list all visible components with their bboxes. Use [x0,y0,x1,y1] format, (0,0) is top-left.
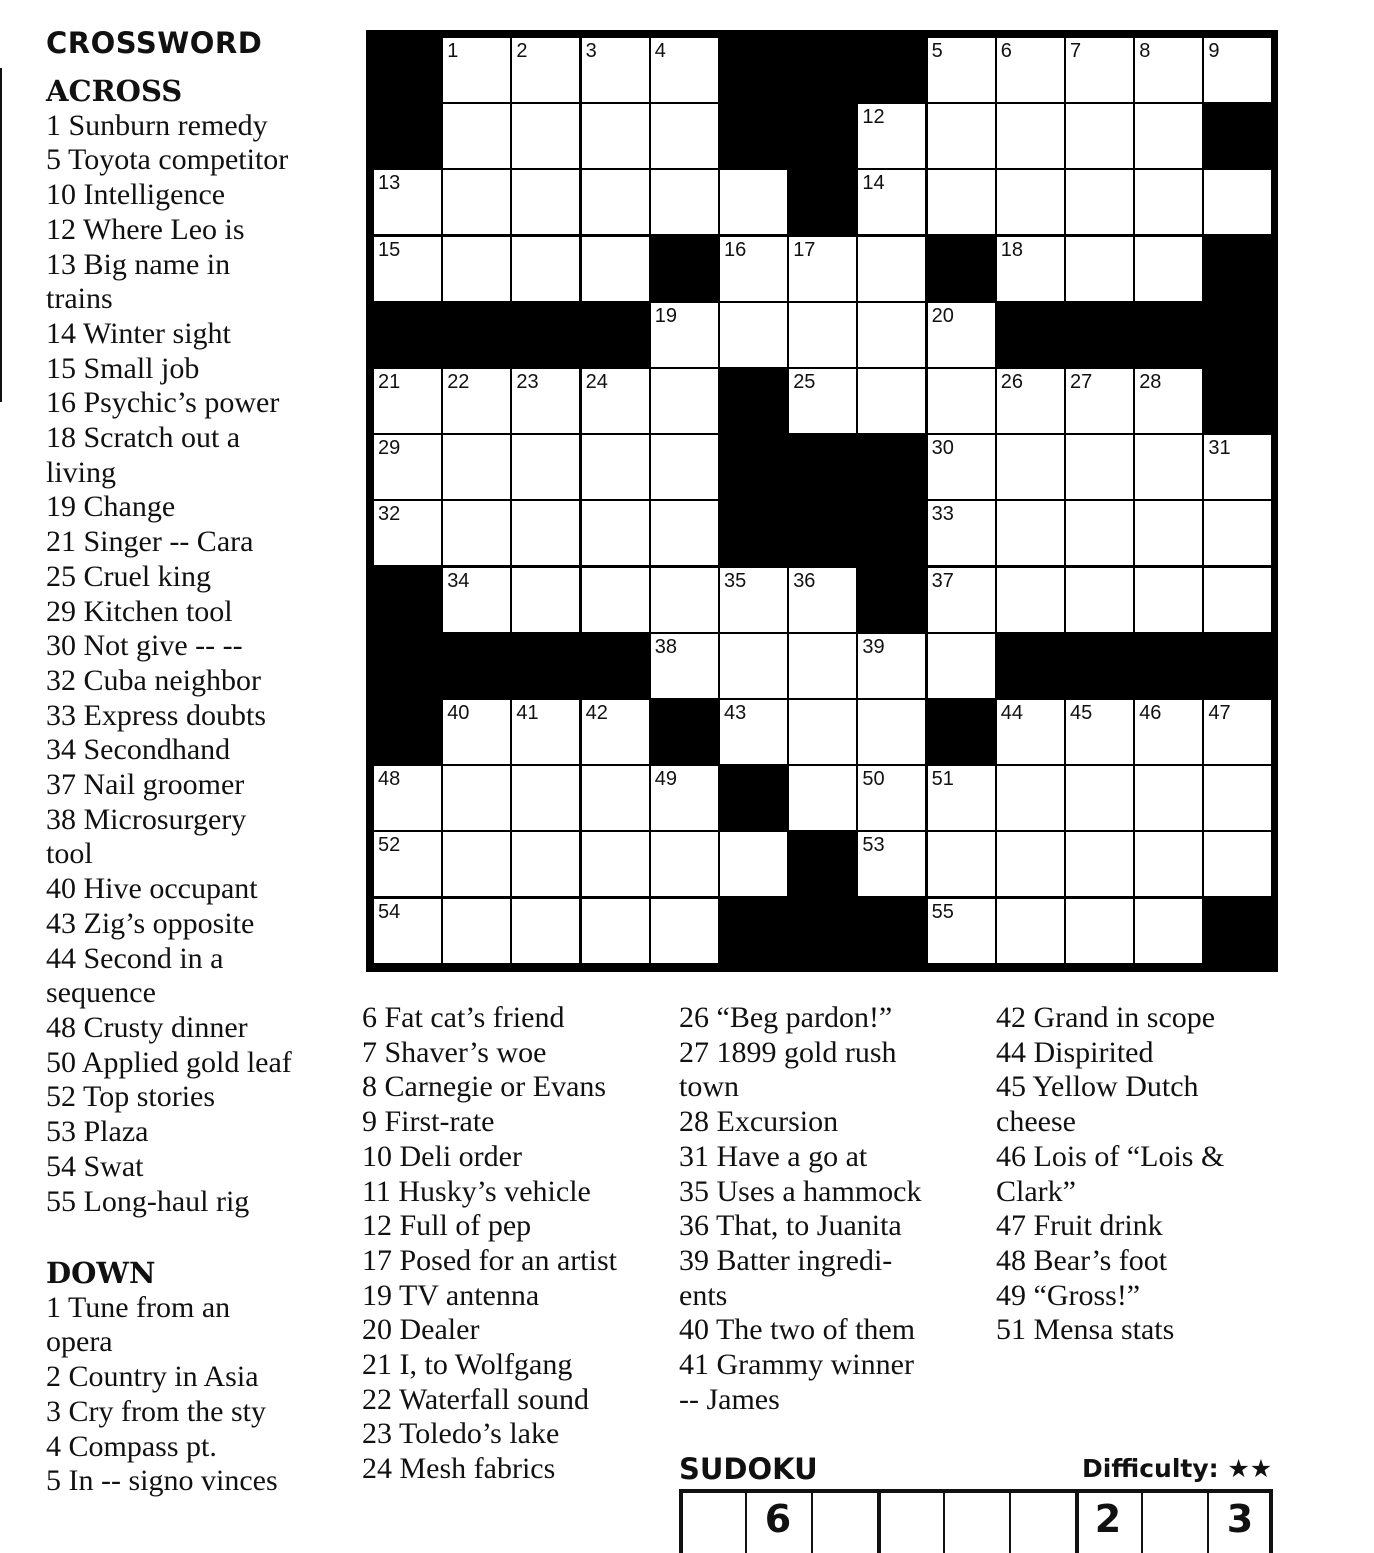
across-clue: 32 Cuba neighbor [46,663,261,697]
cell-number: 12 [862,106,885,129]
across-clue: 1 Sunburn remedy [46,108,268,142]
grid-cell [582,435,649,499]
cell-number: 2 [516,40,528,62]
cell-number: 20 [931,304,954,327]
grid-cell [374,170,441,234]
cell-number: 53 [862,834,885,857]
across-clue: 13 Big name in trains [46,247,231,316]
down-clue: 31 Have a go at [679,1139,868,1173]
across-clue: 54 Swat [46,1149,144,1183]
grid-cell [374,766,441,830]
cell-number: 14 [862,172,885,195]
cell-number: 8 [1139,40,1151,62]
grid-cell [374,435,441,499]
cell-number: 45 [1070,702,1093,724]
grid-cell [997,435,1064,499]
grid-cell [1135,700,1202,764]
grid-cell [512,237,579,301]
grid-cell [1066,369,1133,433]
grid-cell [651,303,718,367]
grid-cell [582,899,649,963]
sudoku-gridline [1009,1493,1011,1553]
grid-cell [789,237,856,301]
grid-cell [443,766,510,830]
sudoku-difficulty: Difficulty: ★★ [1082,1454,1273,1483]
cell-number: 5 [931,40,943,62]
cell-number: 1 [447,40,459,62]
grid-cell [443,899,510,963]
across-clue: 14 Winter sight [46,316,231,350]
down-clues-column-4 [996,1001,1266,1348]
cell-number: 51 [931,768,954,791]
cell-number: 52 [378,834,401,857]
grid-cell [997,899,1064,963]
grid-cell [858,766,925,830]
grid-cell [443,170,510,234]
down-clue: 49 “Gross!” [996,1278,1141,1312]
grid-cell [997,832,1064,896]
grid-cell [443,237,510,301]
grid-cell [1135,237,1202,301]
down-clue: 20 Dealer [362,1313,480,1347]
grid-cell [1135,104,1202,168]
cell-number: 42 [585,702,608,724]
grid-cell [928,899,995,963]
sudoku-gridline [877,1493,881,1553]
grid-cell [512,38,579,102]
down-clue: 24 Mesh fabrics [362,1452,556,1486]
cell-number: 35 [724,569,747,592]
cell-number: 15 [378,238,401,261]
down-clue: 46 Lois of “Lois & Clark” [996,1139,1225,1208]
grid-cell [443,38,510,102]
sudoku-gridline [679,1493,683,1553]
down-clue: 23 Toledo’s lake [362,1417,560,1451]
grid-cell [1066,832,1133,896]
grid-cell [928,38,995,102]
cell-number: 6 [1000,40,1012,62]
grid-cell [1204,568,1271,632]
grid-cell [443,700,510,764]
cell-number: 50 [862,768,885,791]
sudoku-gridline [811,1493,813,1553]
grid-cell [1204,38,1271,102]
cell-number: 13 [378,172,401,195]
grid-cell [582,501,649,565]
grid-cell [720,634,787,698]
grid-cell [651,634,718,698]
cell-number: 3 [585,40,597,62]
grid-cell [443,501,510,565]
down-clue: 5 In -- signo vinces [46,1464,278,1498]
cell-number: 39 [862,635,885,658]
cell-number: 4 [654,40,666,62]
grid-cell [651,104,718,168]
grid-cell [651,170,718,234]
grid-cell [374,899,441,963]
grid-cell [997,501,1064,565]
grid-cell [928,435,995,499]
grid-cell [928,303,995,367]
cell-number: 25 [793,371,816,393]
grid-cell [582,38,649,102]
cell-number: 21 [378,371,401,393]
grid-cell [928,104,995,168]
sudoku-gridline [943,1493,945,1553]
down-clue: 17 Posed for an artist [362,1243,617,1277]
cell-number: 7 [1070,40,1082,62]
grid-cell [582,832,649,896]
grid-cell [1204,435,1271,499]
cell-number: 55 [931,900,954,923]
grid-cell [789,634,856,698]
grid-cell [651,832,718,896]
grid-cell [512,435,579,499]
grid-cell [443,369,510,433]
grid-cell [1066,766,1133,830]
grid-cell [651,568,718,632]
across-clue: 52 Top stories [46,1080,216,1114]
down-clue: 22 Waterfall sound [362,1382,589,1416]
grid-cell [651,38,718,102]
grid-cell [512,899,579,963]
across-clue: 43 Zig’s opposite [46,906,255,940]
grid-cell [928,568,995,632]
cell-number: 34 [447,569,470,592]
grid-cell [858,634,925,698]
grid-cell [720,303,787,367]
down-clue: 7 Shaver’s woe [362,1035,547,1069]
down-clue-list-1 [46,1291,336,1499]
cell-number: 41 [516,702,539,724]
grid-cell [512,832,579,896]
grid-cell [1135,899,1202,963]
down-clues-column-2 [362,1001,662,1487]
grid-cell [1135,766,1202,830]
grid-cell [1135,501,1202,565]
grid-cell [651,369,718,433]
down-clue: 28 Excursion [679,1105,839,1139]
grid-cell [443,832,510,896]
grid-cell [928,501,995,565]
across-clue: 50 Applied gold leaf [46,1045,292,1079]
across-clue: 53 Plaza [46,1115,149,1149]
grid-cell [1066,170,1133,234]
cell-number: 44 [1000,702,1024,724]
across-clue: 48 Crusty dinner [46,1010,248,1044]
grid-cell [512,104,579,168]
grid-cell [1204,501,1271,565]
grid-cell [1066,568,1133,632]
cell-number: 23 [516,371,539,393]
down-clue: 8 Carnegie or Evans [362,1070,607,1104]
grid-cell [928,634,995,698]
grid-cell [720,237,787,301]
across-clue: 21 Singer -- Cara [46,525,254,559]
grid-cell [443,568,510,632]
down-heading: DOWN [46,1256,156,1290]
grid-cell [582,237,649,301]
cell-number: 36 [793,569,816,592]
grid-cell [582,170,649,234]
cell-number: 22 [447,371,470,393]
grid-cell [1135,832,1202,896]
grid-cell [789,369,856,433]
down-clue: 10 Deli order [362,1139,522,1173]
cell-number: 31 [1208,437,1231,460]
across-clue: 55 Long-haul rig [46,1184,250,1218]
across-clue: 30 Not give -- -- [46,629,243,663]
across-clues-column [46,74,336,1219]
cell-number: 30 [931,437,954,460]
cell-number: 32 [378,503,401,526]
down-clue: 45 Yellow Dutch cheese [996,1070,1199,1139]
margin-rule [0,68,2,402]
grid-cell [789,700,856,764]
grid-cell [789,568,856,632]
grid-cell [858,700,925,764]
down-clue: 42 Grand in scope [996,1001,1216,1034]
grid-cell [512,700,579,764]
cell-number: 27 [1070,371,1093,393]
across-clue: 15 Small job [46,351,200,385]
across-heading: ACROSS [46,74,183,108]
across-clue: 5 Toyota competitor [46,143,289,177]
sudoku-grid [679,1489,1273,1553]
down-clue: 39 Batter ingredi- ents [679,1243,893,1312]
grid-cell [789,303,856,367]
grid-cell [858,369,925,433]
grid-cell [997,104,1064,168]
across-clue-list [46,109,336,1220]
down-clue: 6 Fat cat’s friend [362,1001,565,1034]
across-clue: 10 Intelligence [46,178,226,212]
across-clue: 19 Change [46,490,176,524]
cell-number: 38 [654,635,678,658]
grid-cell [720,170,787,234]
grid-cell [997,568,1064,632]
grid-cell [858,832,925,896]
across-clue: 12 Where Leo is [46,212,245,246]
cell-number: 24 [585,371,608,393]
cell-number: 47 [1208,702,1231,724]
down-clue: 51 Mensa stats [996,1313,1175,1347]
grid-cell [997,369,1064,433]
grid-cell [374,832,441,896]
cell-number: 19 [654,304,678,327]
sudoku-cell: 3 [1226,1497,1254,1541]
down-clue: 1 Tune from an opera [46,1290,231,1359]
down-clues-column-3 [679,1001,969,1417]
grid-cell [512,170,579,234]
grid-cell [720,700,787,764]
grid-cell [512,369,579,433]
down-clue: 12 Full of pep [362,1209,532,1243]
grid-cell [997,237,1064,301]
grid-cell [651,899,718,963]
sudoku-gridline [1141,1493,1143,1553]
across-clue: 34 Secondhand [46,733,231,767]
grid-cell [651,766,718,830]
grid-cell [1066,38,1133,102]
grid-cell [651,501,718,565]
crossword-grid [366,30,1278,972]
grid-cell [1066,700,1133,764]
grid-cell [997,700,1064,764]
grid-cell [1204,700,1271,764]
across-clue: 16 Psychic’s power [46,386,280,420]
across-clue: 44 Second in a sequence [46,941,224,1010]
down-clue: 41 Grammy winner -- James [679,1348,914,1416]
grid-cell [997,38,1064,102]
down-clues-column-1 [46,1256,336,1499]
grid-cell [928,369,995,433]
grid-cell [374,369,441,433]
grid-cell [720,832,787,896]
grid-cell [1135,170,1202,234]
down-clue: 2 Country in Asia [46,1360,259,1394]
cell-number: 46 [1139,702,1162,724]
grid-cell [928,170,995,234]
grid-cell [512,501,579,565]
grid-cell [512,766,579,830]
cell-number: 29 [378,437,401,460]
sudoku-cell: 2 [1094,1497,1122,1541]
grid-cell [997,170,1064,234]
cell-number: 40 [447,702,470,724]
grid-cell [374,501,441,565]
down-clue: 40 The two of them [679,1313,916,1347]
grid-cell [374,237,441,301]
across-clue: 25 Cruel king [46,559,211,593]
cell-number: 48 [378,768,401,791]
grid-cell [928,766,995,830]
grid-cell [928,832,995,896]
grid-cell [582,766,649,830]
down-clue: 48 Bear’s foot [996,1243,1168,1277]
grid-cell [1204,832,1271,896]
across-clue: 38 Microsurgery tool [46,802,247,871]
grid-cell [1135,568,1202,632]
grid-cell [997,766,1064,830]
cell-number: 33 [931,503,954,526]
grid-cell [1204,766,1271,830]
grid-cell [858,170,925,234]
down-clue: 35 Uses a hammock [679,1174,922,1208]
grid-cell [1135,38,1202,102]
down-clue: 36 That, to Juanita [679,1209,902,1243]
across-clue: 33 Express doubts [46,698,266,732]
down-clue: 21 I, to Wolfgang [362,1348,573,1382]
sudoku-title: SUDOKU [679,1452,818,1486]
grid-cell [512,568,579,632]
grid-cell [443,435,510,499]
down-clue: 44 Dispirited [996,1035,1154,1069]
cell-number: 26 [1000,371,1024,393]
across-clue: 18 Scratch out a living [46,421,241,489]
down-clue: 11 Husky’s vehicle [362,1174,591,1208]
cell-number: 16 [724,238,747,261]
across-clue: 29 Kitchen tool [46,594,233,628]
grid-cell [858,237,925,301]
cell-number: 9 [1208,40,1220,62]
grid-cell [1135,435,1202,499]
grid-cell [1204,170,1271,234]
grid-cell [858,104,925,168]
down-clue: 9 First-rate [362,1105,495,1139]
grid-cell [789,766,856,830]
grid-cell [582,369,649,433]
grid-cell [1066,104,1133,168]
cell-number: 49 [654,768,678,791]
grid-cell [1066,899,1133,963]
grid-cell [1066,237,1133,301]
cell-number: 37 [931,569,954,592]
grid-cell [443,104,510,168]
down-clue: 27 1899 gold rush town [679,1035,897,1104]
cell-number: 18 [1000,238,1024,261]
grid-cell [582,568,649,632]
grid-cell [858,303,925,367]
grid-cell [1066,501,1133,565]
across-clue: 37 Nail groomer [46,768,245,802]
grid-cell [1135,369,1202,433]
down-clue: 3 Cry from the sty [46,1394,266,1428]
grid-cell [720,568,787,632]
grid-cell [651,435,718,499]
down-clue: 4 Compass pt. [46,1429,217,1463]
across-clue: 40 Hive occupant [46,872,258,906]
crossword-title: CROSSWORD [46,26,263,60]
sudoku-cell: 6 [764,1497,792,1541]
down-clue: 26 “Beg pardon!” [679,1001,893,1034]
cell-number: 17 [793,238,816,261]
cell-number: 54 [378,900,401,923]
cell-number: 28 [1139,371,1162,393]
grid-cell [1066,435,1133,499]
cell-number: 43 [724,702,747,724]
down-clue: 19 TV antenna [362,1278,540,1312]
grid-cell [582,104,649,168]
grid-cell [582,700,649,764]
down-clue: 47 Fruit drink [996,1209,1163,1243]
